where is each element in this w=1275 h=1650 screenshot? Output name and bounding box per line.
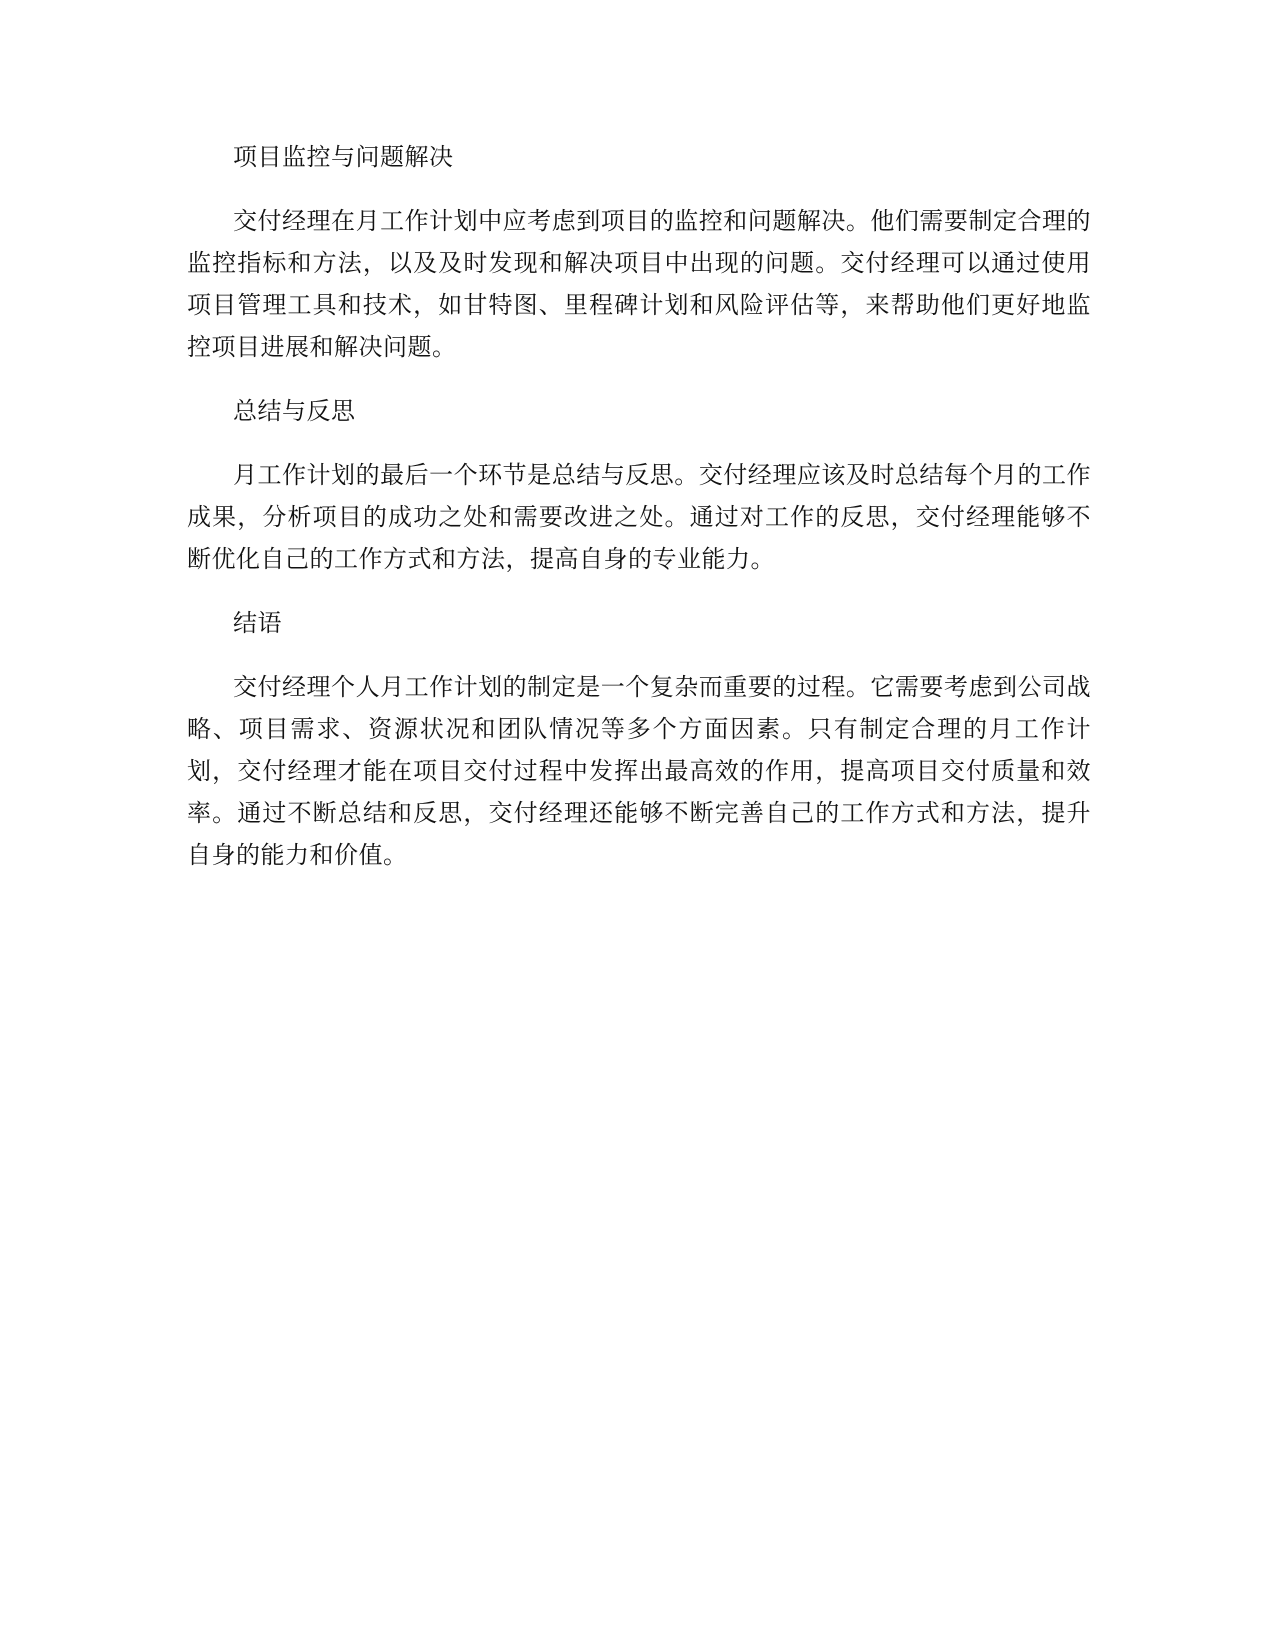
section-paragraph: 交付经理个人月工作计划的制定是一个复杂而重要的过程。它需要考虑到公司战略、项目需求、资源状况和团队情况等多个方面因素。只有制定合理的月工作计划，交付经理才能在项目交付过程中发挥出最高效的作用，提高项目交付质量和效率。通过不断总结和反思，交付经理还能够不断完善自己的工作方式和方法，提升自身的能力和价值。 [187,673,1091,869]
section-heading: 项目监控与问题解决 [233,143,454,171]
section-heading: 总结与反思 [233,397,356,425]
section-heading: 结语 [233,609,282,637]
document-body [187,136,1091,898]
section-paragraph: 交付经理在月工作计划中应考虑到项目的监控和问题解决。他们需要制定合理的监控指标和方法，以及及时发现和解决项目中出现的问题。交付经理可以通过使用项目管理工具和技术，如甘特图、里程碑计划和风险评估等，来帮助他们更好地监控项目进展和解决问题。 [187,207,1091,361]
section-project-monitoring [187,136,1091,368]
section-summary-reflection [187,390,1091,580]
section-conclusion [187,602,1091,876]
section-paragraph: 月工作计划的最后一个环节是总结与反思。交付经理应该及时总结每个月的工作成果，分析项目的成功之处和需要改进之处。通过对工作的反思，交付经理能够不断优化自己的工作方式和方法，提高自身的专业能力。 [187,461,1091,573]
